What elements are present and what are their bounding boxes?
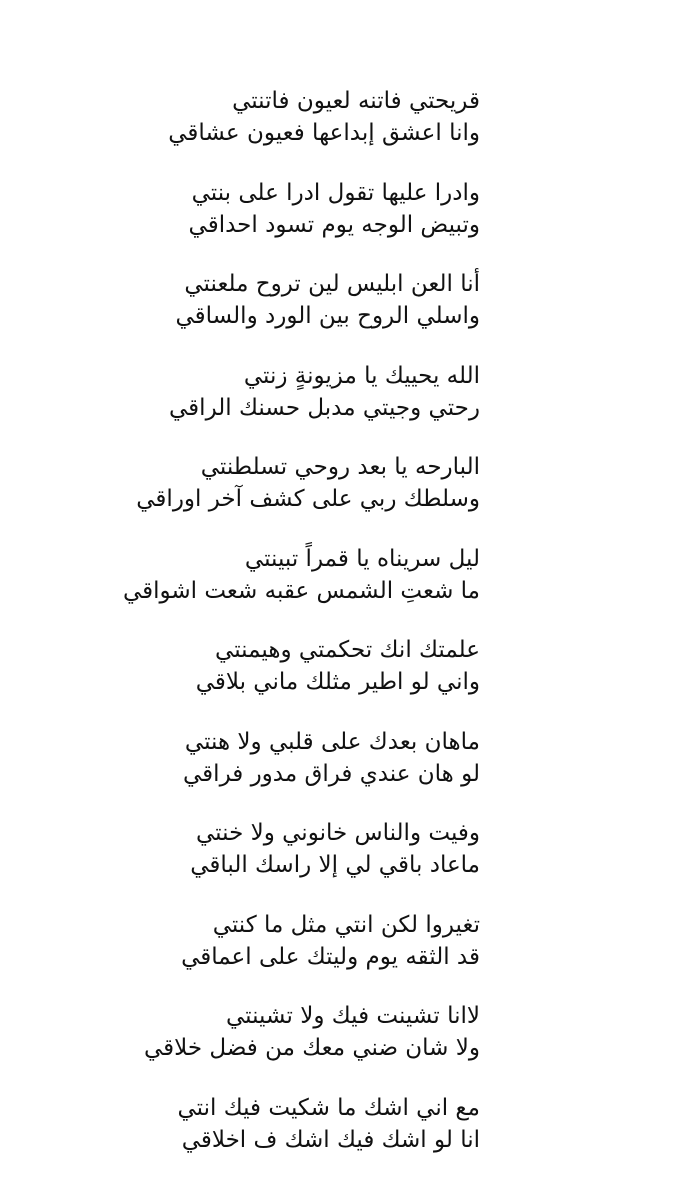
verse-line: واسلي الروح بين الورد والساقي	[175, 303, 480, 329]
verse-line: ليل سريناه يا قمراً تبينتي	[244, 545, 480, 572]
verse-line: قريحتي فاتنه لعيون فاتنتي	[232, 88, 480, 114]
stanza	[0, 727, 675, 819]
verse-line: واني لو اطير مثلك ماني بلاقي	[195, 669, 480, 695]
stanza	[0, 1093, 675, 1185]
poem	[0, 86, 675, 1184]
verse-line: وسلطك ربي على كشف آخر اوراقي	[136, 486, 480, 512]
verse-line: لاانا تشينت فيك ولا تشينتي	[226, 1003, 480, 1029]
stanza	[0, 86, 675, 178]
verse-line: البارحه يا بعد روحي تسلطنتي	[200, 454, 480, 480]
verse-line: ماهان بعدك على قلبي ولا هنتي	[184, 728, 480, 755]
verse-line: ولا شان ضني معك من فضل خلاقي	[144, 1035, 480, 1061]
verse-line: تغيروا لكن انتي مثل ما كنتي	[212, 911, 480, 938]
verse-line: علمتك انك تحكمتي وهيمنتي	[215, 637, 480, 663]
verse-line: الله يحييك يا مزيونةٍ زنتي	[243, 362, 480, 389]
stanza	[0, 269, 675, 361]
stanza	[0, 1001, 675, 1093]
verse-line: ما شعتِ الشمس عقبه شعت اشواقي	[122, 577, 480, 604]
stanza	[0, 910, 675, 1002]
stanza	[0, 818, 675, 910]
verse-line: انا لو اشك فيك اشك ف اخلاقي	[181, 1126, 480, 1153]
verse-line: مع اني اشك ما شكيت فيك انتي	[177, 1094, 480, 1121]
verse-line: أنا العن ابليس لين تروح ملعنتي	[184, 271, 480, 297]
verse-line: قد الثقه يوم وليتك على اعماقي	[181, 943, 480, 970]
verse-line: رحتي وجيتي مدبل حسنك الراقي	[169, 394, 480, 421]
verse-line: وادرا عليها تقول ادرا على بنتي	[191, 179, 480, 206]
verse-line: لو هان عندي فراق مدور فراقي	[183, 760, 480, 787]
stanza	[0, 178, 675, 270]
verse-line: وانا اعشق إبداعها فعيون عشاقي	[168, 120, 480, 146]
stanza	[0, 635, 675, 727]
stanza	[0, 544, 675, 636]
verse-line: ماعاد باقي لي إلا راسك الباقي	[190, 852, 480, 878]
stanza	[0, 452, 675, 544]
verse-line: وفيت والناس خانوني ولا خنتي	[196, 820, 480, 846]
stanza	[0, 361, 675, 453]
verse-line: وتبيض الوجه يوم تسود احداقي	[188, 211, 480, 238]
